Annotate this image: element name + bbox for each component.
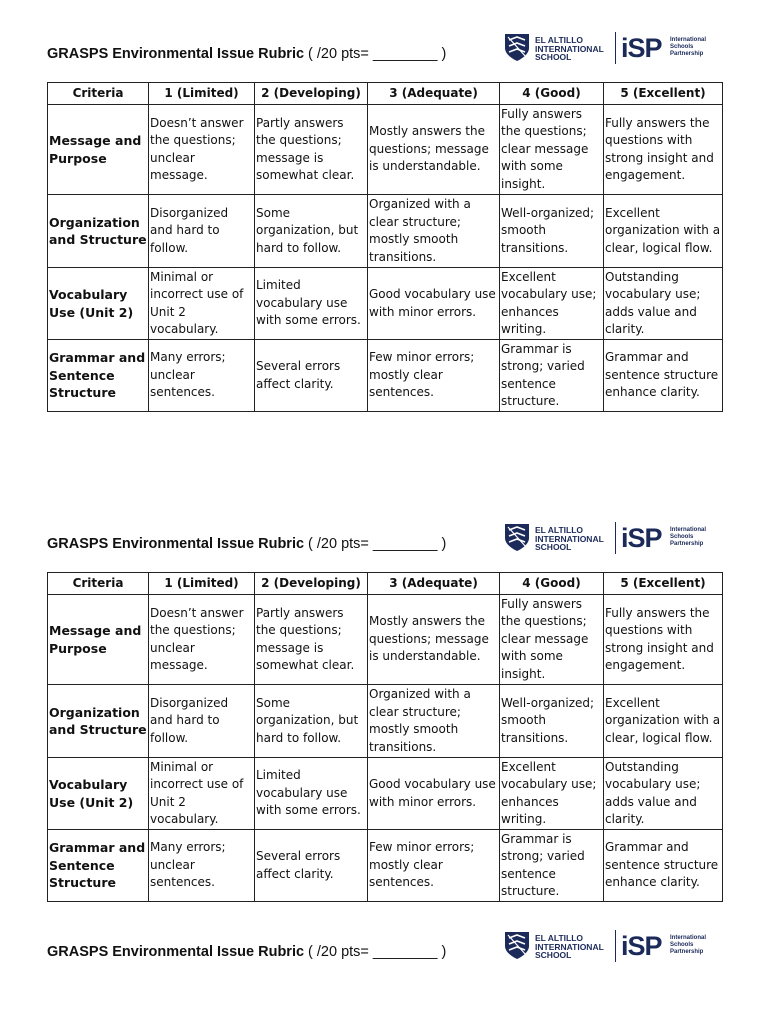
table-cell: Organized with a clear structure; mostly smooth transitions. — [368, 195, 500, 268]
title-text: GRASPS Environmental Issue Rubric — [47, 46, 305, 62]
table-cell: Excellent organization with a clear, logical flow. — [604, 685, 723, 758]
header-cell: 2 (Developing) — [255, 573, 368, 595]
points-blank: ( /20 pts= ________ ) — [308, 46, 447, 62]
table-cell: Good vocabulary use with minor errors. — [368, 268, 500, 340]
table-cell: Some organization, but hard to follow. — [255, 195, 368, 268]
rubric-table — [47, 572, 723, 902]
rubric-block — [0, 2, 768, 408]
table-cell: Organized with a clear structure; mostly smooth transitions. — [368, 685, 500, 758]
table-cell: Well-organized; smooth transitions. — [500, 195, 604, 268]
isp-tagline-line: International — [670, 527, 707, 533]
isp-logo: iSP — [621, 33, 662, 63]
table-cell: Outstanding vocabulary use; adds value and clarity. — [604, 268, 723, 340]
header-cell: Criteria — [48, 83, 149, 105]
table-cell: Several errors affect clarity. — [255, 340, 368, 412]
table-cell: Mostly answers the questions; message is understandable. — [368, 105, 500, 195]
isp-tagline — [670, 37, 706, 58]
isp-tagline-line: Partnership — [670, 949, 704, 955]
criteria-cell: Vocabulary Use (Unit 2) — [48, 758, 149, 830]
table-cell: Doesn’t answer the questions; unclear message. — [149, 105, 255, 195]
table-cell: Minimal or incorrect use of Unit 2 vocabulary. — [149, 758, 255, 830]
school-name-line: INTERNATIONAL — [535, 941, 604, 952]
rubric-title — [47, 46, 446, 62]
logo-divider — [615, 32, 616, 64]
isp-logo: iSP — [621, 523, 662, 553]
table-cell: Few minor errors; mostly clear sentences. — [368, 340, 500, 412]
criteria-cell: Message and Purpose — [48, 595, 149, 685]
table-cell: Outstanding vocabulary use; adds value and clarity. — [604, 758, 723, 830]
school-logo-text — [535, 934, 604, 960]
table-cell: Few minor errors; mostly clear sentences. — [368, 830, 500, 902]
title-text: GRASPS Environmental Issue Rubric — [47, 536, 305, 552]
table-header-row — [48, 573, 723, 595]
table-row — [48, 195, 723, 268]
school-name-line: EL ALTILLO — [535, 933, 584, 943]
header-cell: 5 (Excellent) — [604, 83, 723, 105]
logo-divider — [615, 930, 616, 962]
shield-crest-icon — [503, 32, 531, 62]
isp-tagline-line: Schools — [670, 534, 694, 540]
table-cell: Excellent vocabulary use; enhances writing. — [500, 758, 604, 830]
school-name-line: EL ALTILLO — [535, 525, 584, 535]
table-cell: Good vocabulary use with minor errors. — [368, 758, 500, 830]
isp-tagline-line: Schools — [670, 44, 694, 50]
header-cell: 3 (Adequate) — [368, 573, 500, 595]
table-cell: Partly answers the questions; message is somewhat clear. — [255, 105, 368, 195]
header-cell: 1 (Limited) — [149, 573, 255, 595]
rubric-header — [0, 492, 768, 552]
isp-tagline-line: International — [670, 935, 707, 941]
isp-logo: iSP — [621, 931, 662, 961]
table-cell: Disorganized and hard to follow. — [149, 685, 255, 758]
table-cell: Grammar and sentence structure enhance clarity. — [604, 340, 723, 412]
table-cell: Disorganized and hard to follow. — [149, 195, 255, 268]
school-name-line: INTERNATIONAL — [535, 533, 604, 544]
header-cell: 4 (Good) — [500, 83, 604, 105]
criteria-cell: Message and Purpose — [48, 105, 149, 195]
criteria-cell: Vocabulary Use (Unit 2) — [48, 268, 149, 340]
points-blank: ( /20 pts= ________ ) — [308, 944, 447, 960]
logo-divider — [615, 522, 616, 554]
table-row — [48, 758, 723, 830]
shield-crest-icon — [503, 522, 531, 552]
school-name-line: EL ALTILLO — [535, 35, 584, 45]
table-cell: Grammar and sentence structure enhance clarity. — [604, 830, 723, 902]
table-row — [48, 685, 723, 758]
school-name-line: SCHOOL — [535, 52, 572, 62]
table-row — [48, 268, 723, 340]
table-cell: Several errors affect clarity. — [255, 830, 368, 902]
table-row — [48, 340, 723, 412]
isp-tagline-line: Partnership — [670, 51, 704, 57]
criteria-cell: Grammar and Sentence Structure — [48, 340, 149, 412]
logo-group — [503, 520, 718, 556]
rubric-block — [0, 492, 768, 898]
header-cell: 1 (Limited) — [149, 83, 255, 105]
logo-group — [503, 928, 718, 964]
isp-tagline — [670, 935, 706, 956]
table-row — [48, 595, 723, 685]
header-cell: 5 (Excellent) — [604, 573, 723, 595]
table-cell: Limited vocabulary use with some errors. — [255, 758, 368, 830]
table-row — [48, 830, 723, 902]
criteria-cell: Organization and Structure — [48, 195, 149, 268]
criteria-cell: Grammar and Sentence Structure — [48, 830, 149, 902]
rubric-table — [47, 82, 723, 412]
table-header-row — [48, 83, 723, 105]
rubric-header — [0, 2, 768, 62]
isp-tagline-line: Partnership — [670, 541, 704, 547]
table-cell: Many errors; unclear sentences. — [149, 340, 255, 412]
school-name-line: INTERNATIONAL — [535, 43, 604, 54]
isp-tagline-line: International — [670, 37, 707, 43]
table-cell: Fully answers the questions with strong insight and engagement. — [604, 105, 723, 195]
table-cell: Excellent vocabulary use; enhances writing. — [500, 268, 604, 340]
table-cell: Limited vocabulary use with some errors. — [255, 268, 368, 340]
shield-crest-icon — [503, 930, 531, 960]
table-cell: Many errors; unclear sentences. — [149, 830, 255, 902]
logo-group — [503, 30, 718, 66]
table-cell: Fully answers the questions; clear message with some insight. — [500, 105, 604, 195]
table-cell: Partly answers the questions; message is somewhat clear. — [255, 595, 368, 685]
header-cell: 3 (Adequate) — [368, 83, 500, 105]
isp-tagline-line: Schools — [670, 942, 694, 948]
school-logo-text — [535, 36, 604, 62]
title-text: GRASPS Environmental Issue Rubric — [47, 944, 305, 960]
table-cell: Grammar is strong; varied sentence structure. — [500, 340, 604, 412]
table-row — [48, 105, 723, 195]
rubric-header — [0, 900, 768, 960]
rubric-title — [47, 944, 446, 960]
table-cell: Minimal or incorrect use of Unit 2 vocabulary. — [149, 268, 255, 340]
table-cell: Doesn’t answer the questions; unclear message. — [149, 595, 255, 685]
table-cell: Mostly answers the questions; message is understandable. — [368, 595, 500, 685]
table-cell: Fully answers the questions with strong insight and engagement. — [604, 595, 723, 685]
school-name-line: SCHOOL — [535, 950, 572, 960]
isp-tagline — [670, 527, 706, 548]
school-logo-text — [535, 526, 604, 552]
school-name-line: SCHOOL — [535, 542, 572, 552]
table-cell: Well-organized; smooth transitions. — [500, 685, 604, 758]
header-cell: Criteria — [48, 573, 149, 595]
table-cell: Grammar is strong; varied sentence structure. — [500, 830, 604, 902]
rubric-title — [47, 536, 446, 552]
header-cell: 4 (Good) — [500, 573, 604, 595]
header-cell: 2 (Developing) — [255, 83, 368, 105]
table-cell: Fully answers the questions; clear message with some insight. — [500, 595, 604, 685]
criteria-cell: Organization and Structure — [48, 685, 149, 758]
table-cell: Excellent organization with a clear, logical flow. — [604, 195, 723, 268]
table-cell: Some organization, but hard to follow. — [255, 685, 368, 758]
rubric-block — [0, 900, 768, 960]
points-blank: ( /20 pts= ________ ) — [308, 536, 447, 552]
